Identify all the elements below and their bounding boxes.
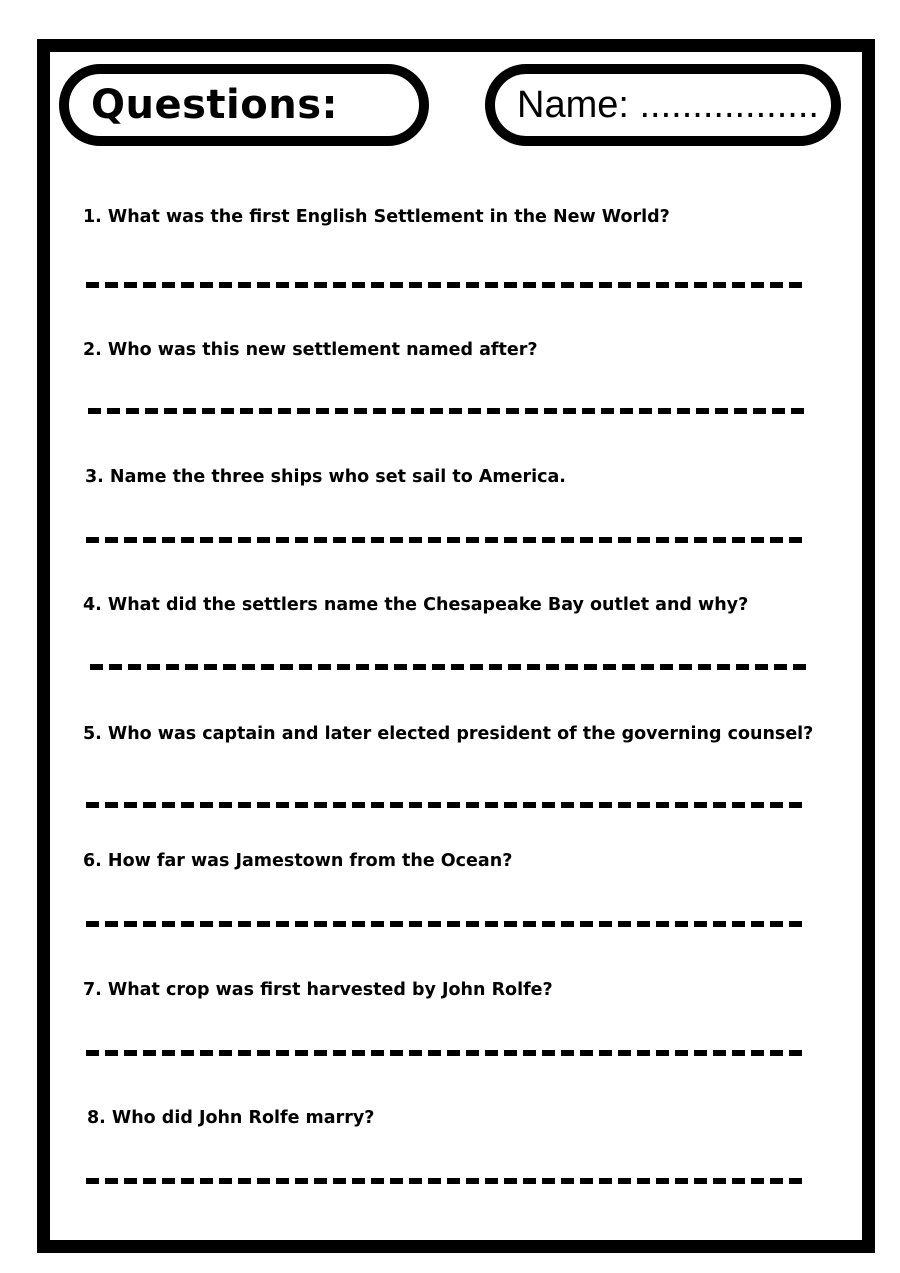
question-6: 6. How far was Jamestown from the Ocean? <box>83 851 513 871</box>
question-4: 4. What did the settlers name the Chesapeake Bay outlet and why? <box>83 595 749 615</box>
question-1: 1. What was the first English Settlement in the New World? <box>83 207 670 227</box>
answer-line-5 <box>86 802 808 808</box>
question-3: 3. Name the three ships who set sail to America. <box>85 467 566 487</box>
answer-line-2 <box>88 408 810 414</box>
questions-header-box <box>59 64 429 146</box>
question-7: 7. What crop was first harvested by John Rolfe? <box>83 980 553 1000</box>
name-field-label: Name: ................. <box>517 83 819 126</box>
answer-line-4 <box>90 664 812 670</box>
question-8: 8. Who did John Rolfe marry? <box>87 1108 375 1128</box>
name-box <box>485 64 841 146</box>
question-2: 2. Who was this new settlement named after? <box>83 340 538 360</box>
answer-line-8 <box>86 1178 808 1184</box>
answer-line-1 <box>86 282 808 288</box>
answer-line-7 <box>86 1050 808 1056</box>
questions-title: Questions: <box>91 82 339 128</box>
question-5: 5. Who was captain and later elected president of the governing counsel? <box>83 724 814 744</box>
answer-line-6 <box>86 921 808 927</box>
answer-line-3 <box>86 537 808 543</box>
